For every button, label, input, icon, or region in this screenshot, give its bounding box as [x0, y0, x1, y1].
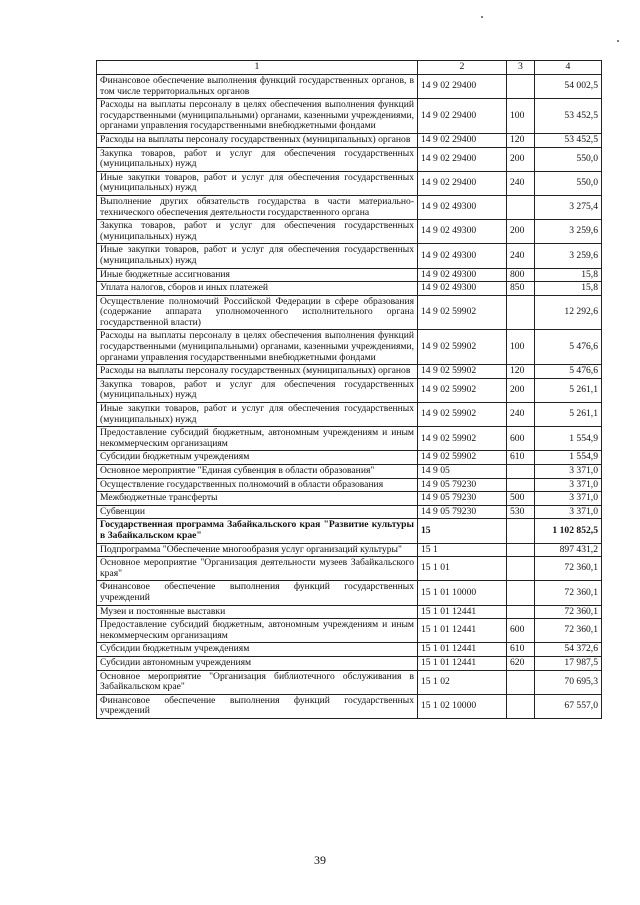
row-type: 120 — [507, 133, 535, 147]
row-amount: 15,8 — [535, 268, 602, 282]
row-amount: 3 371,0 — [535, 465, 602, 479]
row-amount: 5 476,6 — [535, 330, 602, 365]
row-code: 15 1 02 10000 — [418, 694, 507, 718]
row-code: 14 9 02 59902 — [418, 295, 507, 330]
row-name: Основное мероприятие "Организация деятельности музеев Забайкальского края" — [97, 557, 418, 581]
table-row — [97, 694, 602, 718]
row-type — [507, 581, 535, 605]
row-amount: 54 372,6 — [535, 643, 602, 657]
table-row — [97, 378, 602, 402]
row-name: Предоставление субсидий бюджетным, автономным учреждениям и иным некоммерческим организациям — [97, 619, 418, 643]
table-row — [97, 619, 602, 643]
row-code: 14 9 02 59902 — [418, 403, 507, 427]
table-row — [97, 451, 602, 465]
row-amount: 72 360,1 — [535, 605, 602, 619]
row-amount: 15,8 — [535, 282, 602, 296]
table-row — [97, 557, 602, 581]
row-type — [507, 670, 535, 694]
row-code: 14 9 02 59902 — [418, 451, 507, 465]
row-type: 200 — [507, 147, 535, 171]
header-col-2: 2 — [418, 61, 507, 75]
table-row — [97, 268, 602, 282]
row-type: 850 — [507, 282, 535, 296]
row-name: Иные закупки товаров, работ и услуг для обеспечения государственных (муниципальных) нужд — [97, 171, 418, 195]
table-row — [97, 282, 602, 296]
row-code: 14 9 05 79230 — [418, 505, 507, 519]
row-name: Уплата налогов, сборов и иных платежей — [97, 282, 418, 296]
row-amount: 72 360,1 — [535, 619, 602, 643]
row-amount: 5 476,6 — [535, 365, 602, 379]
row-amount: 897 431,2 — [535, 543, 602, 557]
row-type: 200 — [507, 378, 535, 402]
row-code: 14 9 02 49300 — [418, 244, 507, 268]
row-name: Субсидии бюджетным учреждениям — [97, 643, 418, 657]
row-amount: 3 371,0 — [535, 478, 602, 492]
row-amount: 54 002,5 — [535, 75, 602, 99]
row-amount: 550,0 — [535, 147, 602, 171]
table-row — [97, 295, 602, 330]
row-name: Закупка товаров, работ и услуг для обеспечения государственных (муниципальных) нужд — [97, 220, 418, 244]
row-name: Субсидии бюджетным учреждениям — [97, 451, 418, 465]
row-amount: 5 261,1 — [535, 403, 602, 427]
budget-table — [96, 60, 602, 719]
row-name: Межбюджетные трансферты — [97, 492, 418, 506]
row-amount: 12 292,6 — [535, 295, 602, 330]
row-code: 15 1 — [418, 543, 507, 557]
row-code: 14 9 02 29400 — [418, 99, 507, 134]
row-name: Предоставление субсидий бюджетным, автономным учреждениям и иным некоммерческим организациям — [97, 427, 418, 451]
table-row — [97, 505, 602, 519]
row-code: 15 1 01 12441 — [418, 656, 507, 670]
row-amount: 70 695,3 — [535, 670, 602, 694]
row-code: 15 1 01 — [418, 557, 507, 581]
row-type: 240 — [507, 171, 535, 195]
table-row — [97, 330, 602, 365]
row-code: 15 1 02 — [418, 670, 507, 694]
scan-speck — [617, 40, 619, 42]
row-code: 14 9 02 49300 — [418, 268, 507, 282]
table-row — [97, 75, 602, 99]
row-amount: 1 554,9 — [535, 451, 602, 465]
row-code: 15 1 01 12441 — [418, 619, 507, 643]
table-row — [97, 543, 602, 557]
row-name: Расходы на выплаты персоналу государственных (муниципальных) органов — [97, 365, 418, 379]
table-row — [97, 465, 602, 479]
table-row — [97, 147, 602, 171]
row-type: 610 — [507, 451, 535, 465]
row-type: 620 — [507, 656, 535, 670]
row-type — [507, 465, 535, 479]
row-type — [507, 605, 535, 619]
row-type — [507, 295, 535, 330]
row-type: 100 — [507, 99, 535, 134]
row-amount: 72 360,1 — [535, 581, 602, 605]
row-type — [507, 557, 535, 581]
header-col-3: 3 — [507, 61, 535, 75]
table-row — [97, 403, 602, 427]
row-name: Осуществление полномочий Российской Федерации в сфере образования (содержание аппарата уполномоченного исполнительного органа государственной власти) — [97, 295, 418, 330]
row-code: 14 9 02 59902 — [418, 378, 507, 402]
row-name: Расходы на выплаты персоналу в целях обеспечения выполнения функций государственными (муниципальными) органами, казенными учреждениями, органами управления государственными внебюджетными фондами — [97, 99, 418, 134]
row-code: 14 9 05 79230 — [418, 492, 507, 506]
row-type: 240 — [507, 403, 535, 427]
row-name: Расходы на выплаты персоналу в целях обеспечения выполнения функций государственными (муниципальными) органами, казенными учреждениями, органами управления государственными внебюджетными фондами — [97, 330, 418, 365]
row-amount: 3 371,0 — [535, 505, 602, 519]
row-name: Расходы на выплаты персоналу государственных (муниципальных) органов — [97, 133, 418, 147]
row-code: 14 9 05 79230 — [418, 478, 507, 492]
table-row — [97, 478, 602, 492]
row-code: 14 9 02 59902 — [418, 427, 507, 451]
row-name: Государственная программа Забайкальского края "Развитие культуры в Забайкальском крае" — [97, 519, 418, 543]
row-code: 14 9 02 59902 — [418, 330, 507, 365]
row-type: 600 — [507, 619, 535, 643]
row-name: Закупка товаров, работ и услуг для обеспечения государственных (муниципальных) нужд — [97, 378, 418, 402]
row-code: 14 9 02 49300 — [418, 282, 507, 296]
header-col-1: 1 — [97, 61, 418, 75]
row-name: Основное мероприятие "Единая субвенция в области образования" — [97, 465, 418, 479]
row-name: Финансовое обеспечение выполнения функций государственных учреждений — [97, 581, 418, 605]
row-type: 600 — [507, 427, 535, 451]
table-row — [97, 171, 602, 195]
row-code: 14 9 02 29400 — [418, 133, 507, 147]
table-row — [97, 670, 602, 694]
row-type — [507, 75, 535, 99]
table-row — [97, 656, 602, 670]
row-type — [507, 195, 535, 219]
row-type: 800 — [507, 268, 535, 282]
row-name: Иные закупки товаров, работ и услуг для обеспечения государственных (муниципальных) нужд — [97, 244, 418, 268]
row-name: Финансовое обеспечение выполнения функций государственных учреждений — [97, 694, 418, 718]
table-row — [97, 133, 602, 147]
table-row — [97, 220, 602, 244]
row-amount: 17 987,5 — [535, 656, 602, 670]
row-amount: 3 259,6 — [535, 220, 602, 244]
row-code: 14 9 02 29400 — [418, 147, 507, 171]
row-name: Подпрограмма "Обеспечение многообразия услуг организаций культуры" — [97, 543, 418, 557]
row-name: Закупка товаров, работ и услуг для обеспечения государственных (муниципальных) нужд — [97, 147, 418, 171]
table-row — [97, 519, 602, 543]
table-row — [97, 365, 602, 379]
row-type: 120 — [507, 365, 535, 379]
row-name: Выполнение других обязательств государства в части материально-технического обеспечения деятельности государственного органа — [97, 195, 418, 219]
row-type — [507, 478, 535, 492]
row-code: 14 9 02 59902 — [418, 365, 507, 379]
row-code: 14 9 02 49300 — [418, 220, 507, 244]
row-amount: 53 452,5 — [535, 99, 602, 134]
row-name: Субсидии автономным учреждениям — [97, 656, 418, 670]
row-code: 15 1 01 12441 — [418, 643, 507, 657]
row-name: Музеи и постоянные выставки — [97, 605, 418, 619]
table-row — [97, 195, 602, 219]
row-name: Иные бюджетные ассигнования — [97, 268, 418, 282]
row-code: 14 9 05 — [418, 465, 507, 479]
row-type: 610 — [507, 643, 535, 657]
row-code: 14 9 02 29400 — [418, 171, 507, 195]
row-amount: 1 554,9 — [535, 427, 602, 451]
row-code: 15 1 01 12441 — [418, 605, 507, 619]
row-type: 500 — [507, 492, 535, 506]
scan-speck — [481, 16, 483, 18]
row-amount: 3 371,0 — [535, 492, 602, 506]
row-name: Финансовое обеспечение выполнения функций государственных органов, в том числе территориальных органов — [97, 75, 418, 99]
row-type: 240 — [507, 244, 535, 268]
table-row — [97, 427, 602, 451]
row-amount: 67 557,0 — [535, 694, 602, 718]
row-amount: 3 275,4 — [535, 195, 602, 219]
table-header-row — [97, 61, 602, 75]
row-name: Иные закупки товаров, работ и услуг для обеспечения государственных (муниципальных) нужд — [97, 403, 418, 427]
table-row — [97, 605, 602, 619]
row-type — [507, 519, 535, 543]
page-number: 39 — [314, 853, 326, 867]
row-code: 15 1 01 10000 — [418, 581, 507, 605]
row-type — [507, 543, 535, 557]
table-row — [97, 643, 602, 657]
row-amount: 53 452,5 — [535, 133, 602, 147]
row-type: 200 — [507, 220, 535, 244]
row-name: Основное мероприятие "Организация библиотечного обслуживания в Забайкальском крае" — [97, 670, 418, 694]
row-amount: 550,0 — [535, 171, 602, 195]
row-type: 100 — [507, 330, 535, 365]
row-amount: 72 360,1 — [535, 557, 602, 581]
header-col-4: 4 — [535, 61, 602, 75]
table-row — [97, 581, 602, 605]
row-code: 14 9 02 49300 — [418, 195, 507, 219]
row-amount: 1 102 852,5 — [535, 519, 602, 543]
row-type: 530 — [507, 505, 535, 519]
table-row — [97, 244, 602, 268]
table-body — [97, 75, 602, 719]
row-code: 15 — [418, 519, 507, 543]
row-amount: 5 261,1 — [535, 378, 602, 402]
table-row — [97, 492, 602, 506]
row-type — [507, 694, 535, 718]
table-row — [97, 99, 602, 134]
row-amount: 3 259,6 — [535, 244, 602, 268]
row-code: 14 9 02 29400 — [418, 75, 507, 99]
row-name: Осуществление государственных полномочий в области образования — [97, 478, 418, 492]
row-name: Субвенции — [97, 505, 418, 519]
